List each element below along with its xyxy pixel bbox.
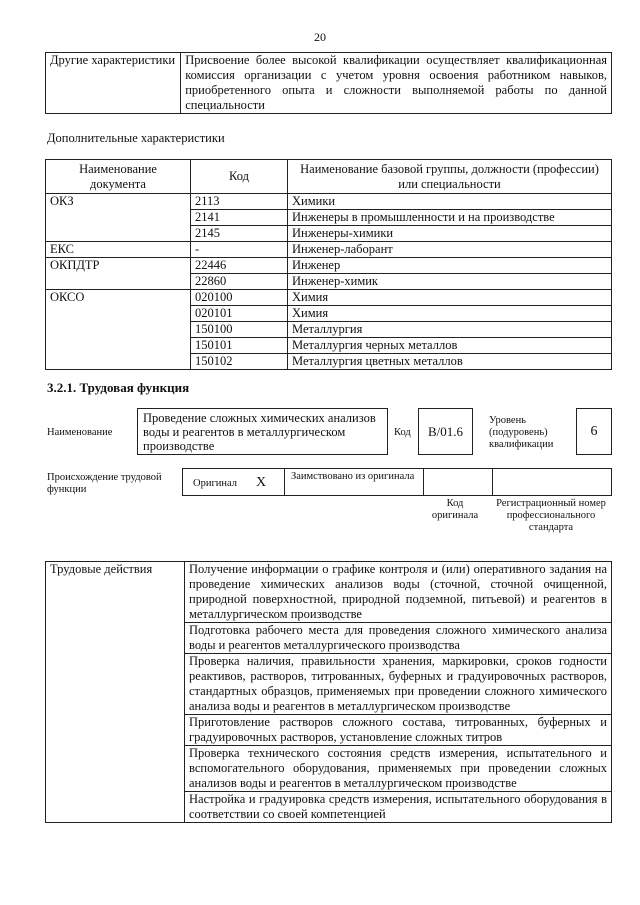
code-cell: 150100 (191, 322, 288, 338)
divider (492, 469, 493, 495)
code-cell: 22446 (191, 258, 288, 274)
doc-cell: ОКПДТР (46, 258, 191, 290)
code-cell: 020101 (191, 306, 288, 322)
name-cell: Инженеры-химики (288, 226, 612, 242)
table-row (46, 562, 612, 623)
table-row (46, 258, 612, 274)
name-cell: Инженер (288, 258, 612, 274)
other-characteristics-label: Другие характеристики (46, 53, 181, 114)
action-item: Настройка и градуировка средств измерения, испытательного оборудования в соответствии со своей компетенцией (185, 792, 612, 823)
action-item: Получение информации о графике контроля и (или) оперативного задания на проведение химических анализов воды (сточной, сточной очищенной, природной поверхностной, природной подземной, питьевой) и реагентов в металлургическом производстве (185, 562, 612, 623)
header-code: Код (191, 160, 288, 194)
name-cell: Металлургия цветных металлов (288, 354, 612, 370)
origin-boxes (182, 468, 612, 496)
function-code-value: В/01.6 (427, 424, 464, 439)
function-heading: 3.2.1. Трудовая функция (47, 380, 190, 395)
function-code-box (418, 408, 473, 455)
code-cell: 2141 (191, 210, 288, 226)
name-cell: Инженеры в промышленности и на производстве (288, 210, 612, 226)
reg-number-label: Регистрационный номер профессионального стандарта (496, 498, 606, 533)
doc-cell: ОКЗ (46, 194, 191, 242)
action-item: Подготовка рабочего места для проведения сложного химического анализа воды и реагентов металлургического производства (185, 623, 612, 654)
function-name-label: Наименование (47, 427, 113, 438)
function-name-box (137, 408, 388, 455)
level-value: 6 (590, 424, 598, 439)
table-row (46, 194, 612, 210)
page-number: 20 (314, 30, 326, 44)
labor-actions-label: Трудовые действия (46, 562, 185, 823)
action-item: Проверка технического состояния средств измерения, испытательного и вспомогательного оборудования, применяемых при проведении сложных анализов воды и реагентов в металлургическом производстве (185, 746, 612, 792)
code-cell: 2145 (191, 226, 288, 242)
code-cell: 22860 (191, 274, 288, 290)
code-original-label: Код оригинала (431, 498, 479, 521)
table-row (46, 290, 612, 306)
additional-characteristics-title: Дополнительные характеристики (47, 131, 225, 145)
action-item: Приготовление растворов сложного состава, титрованных, буферных и градуировочных растворов, установление сложных титров (185, 715, 612, 746)
name-cell: Металлургия (288, 322, 612, 338)
action-item: Проверка наличия, правильности хранения, маркировки, сроков годности реактивов, растворов, титрованных, буферных и градуировочных растворов, стандартных образцов, применяемых при проведении сложного химического анализа воды и реагентов в металлургическом производстве (185, 654, 612, 715)
level-label: Уровень (подуровень) квалификации (489, 415, 554, 450)
other-characteristics-table (45, 52, 612, 114)
other-characteristics-text: Присвоение более высокой квалификации осуществляет квалификационная комиссия организации с учетом уровня освоения работником навыков, приобретенного опыта и сложности выполняемой работы по данной специальности (181, 53, 612, 114)
labor-actions-table (45, 561, 612, 823)
original-mark: X (256, 475, 267, 490)
divider (423, 469, 424, 495)
name-cell: Инженер-химик (288, 274, 612, 290)
code-cell: 150101 (191, 338, 288, 354)
code-cell: - (191, 242, 288, 258)
name-cell: Металлургия черных металлов (288, 338, 612, 354)
header-name: Наименование базовой группы, должности (профессии) или специальности (288, 160, 612, 194)
borrowed-label: Заимствовано из оригинала (291, 471, 415, 482)
name-cell: Химики (288, 194, 612, 210)
original-label: Оригинал (193, 478, 237, 489)
divider (284, 469, 285, 495)
additional-characteristics-table (45, 159, 612, 370)
level-box (576, 408, 612, 455)
code-cell: 020100 (191, 290, 288, 306)
name-cell: Химия (288, 290, 612, 306)
function-code-label: Код (394, 427, 411, 438)
header-document: Наименование документа (46, 160, 191, 194)
doc-cell: ЕКС (46, 242, 191, 258)
code-cell: 2113 (191, 194, 288, 210)
code-cell: 150102 (191, 354, 288, 370)
name-cell: Инженер-лаборант (288, 242, 612, 258)
doc-cell: ОКСО (46, 290, 191, 370)
table-row (46, 242, 612, 258)
origin-label: Происхождение трудовой функции (47, 472, 162, 495)
name-cell: Химия (288, 306, 612, 322)
function-name-value: Проведение сложных химических анализов воды и реагентов в металлургическом производстве (143, 411, 376, 453)
